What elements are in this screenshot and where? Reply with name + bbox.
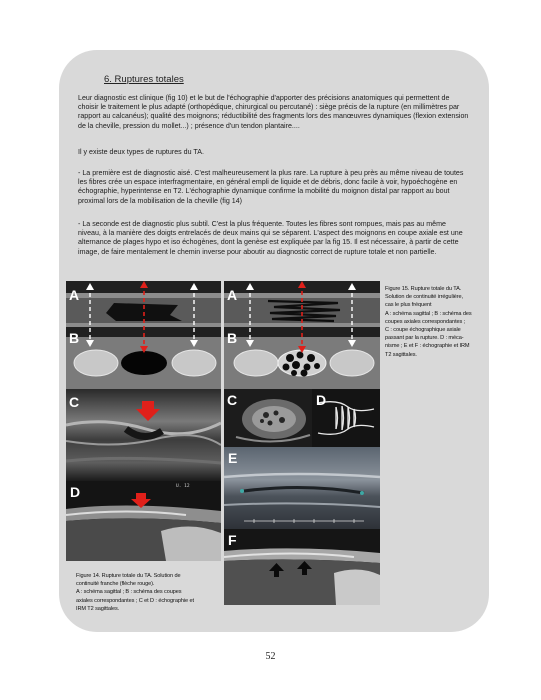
fig14-caption-line-3: A : schéma sagittal ; B : schéma des coupes	[76, 589, 182, 596]
fig15-mechanism-panel	[312, 389, 380, 447]
fig15-caption-line-3: cas le plus fréquent	[385, 302, 432, 309]
fig14-schema-drawing	[66, 281, 221, 389]
fig15-caption-line-4: A : schéma sagittal ; B : schéma des	[385, 310, 472, 317]
paragraph-2: Il y existe deux types de ruptures du TA.	[78, 148, 204, 156]
section-title: 6. Ruptures totales	[104, 74, 184, 85]
fig15-caption-line-6: C : coupe échographique axiale	[385, 327, 461, 334]
fig15-caption-line-5: coupes axiales correspondantes ;	[385, 318, 466, 325]
fig15-caption	[385, 285, 485, 359]
paragraph-4: - La seconde est de diagnostic plus subtil. C'est la plus fréquente. Toutes les fibres sont rompues, mais pas au même niveau, à la manière des doigts entrelacés de deux mains qui se séparent. L'aspect des moignons en coupe axiale est une alternance de plages hypo et iso échogènes, dont la genèse est expliquée par la fig 15. Il est nécessaire, à partir de cette image, de faire mentalement le chemin inverse pour aboutir au diagnostic correct de rupture totale et non partielle.	[78, 220, 463, 256]
fig15-label-b: B	[227, 330, 238, 346]
fig15-caption-line-8: nisme ; E et F : échographie et IRM	[385, 343, 470, 350]
fig15-mri-image	[224, 529, 380, 605]
fig15-label-a: A	[227, 287, 238, 303]
fig14-caption-line-1: Figure 14. Rupture totale du TA. Solution de	[76, 573, 181, 579]
fig15-schema-drawing	[224, 281, 380, 389]
fig15-sagittal-us-image	[224, 447, 380, 529]
fig15-caption-line-9: T2 sagittales.	[385, 351, 417, 358]
fig14-scanner-text: U. 12	[176, 484, 190, 489]
fig15-sagittal-us-panel	[224, 447, 380, 529]
fig14-ultrasound-image	[66, 389, 221, 481]
fig14-mri-image	[66, 481, 221, 561]
fig15-caption-line-2: Solution de continuité irrégulière,	[385, 294, 463, 301]
fig15-mri-panel	[224, 529, 380, 605]
fig14-mri-panel	[66, 481, 221, 561]
fig14-ultrasound-panel	[66, 389, 221, 481]
fig15-schema-panel	[224, 281, 380, 389]
fig14-caption-line-2: continuité franche (flèche rouge).	[76, 581, 155, 588]
fig14-caption	[76, 572, 226, 613]
fig14-schema-panel	[66, 281, 221, 389]
fig14-caption-line-4: axiales correspondantes ; C et D : échographie et	[76, 597, 194, 604]
paragraph-1: Leur diagnostic est clinique (fig 10) et le but de l'échographie d'apporter des précisions anatomiques qui permettent de choisir le traitement le plus adapté (orthopédique, chirurgical ou percutané) : siège précis de la rupture (en millimètres par rapport au calcanéus); qualité des moignons; réductibilité des fragments lors des manœuvres dynamiques (flexion extension de la cheville, pression du mollet...) ; présence d'un tendon plantaire....	[78, 94, 469, 130]
fig15-caption-line-1: Figure 15. Rupture totale du TA.	[385, 286, 462, 292]
fig14-label-c: C	[69, 394, 80, 410]
fig15-label-e: E	[228, 450, 238, 466]
fig15-caption-line-7: passant par la rupture. D : méca-	[385, 335, 464, 342]
fig15-axial-us-panel	[224, 389, 312, 447]
fig15-label-f: F	[228, 532, 237, 548]
fig14-caption-line-5: IRM T2 sagittales.	[76, 605, 120, 612]
page-number: 52	[265, 651, 276, 662]
fig15-label-d: D	[316, 392, 327, 408]
fig15-axial-us-image	[224, 389, 312, 447]
paragraph-3: - La première est de diagnostic aisé. C'est malheureusement la plus rare. La rupture à peu près au même niveau de toutes les fibres crée un espace interfragmentaire, en général empli de liquide et de débris, donc facile à voir, hypoéchogène en échographie, hyperintense en T2. L'échographie dynamique confirme la mobilité du moignon distal par rapport au bout proximal lors de la mobilisation de la cheville (fig 14)	[78, 169, 464, 205]
fig14-label-d: D	[70, 484, 81, 500]
fig14-label-b: B	[69, 330, 80, 346]
fig14-label-a: A	[69, 287, 80, 303]
fig15-label-c: C	[227, 392, 238, 408]
